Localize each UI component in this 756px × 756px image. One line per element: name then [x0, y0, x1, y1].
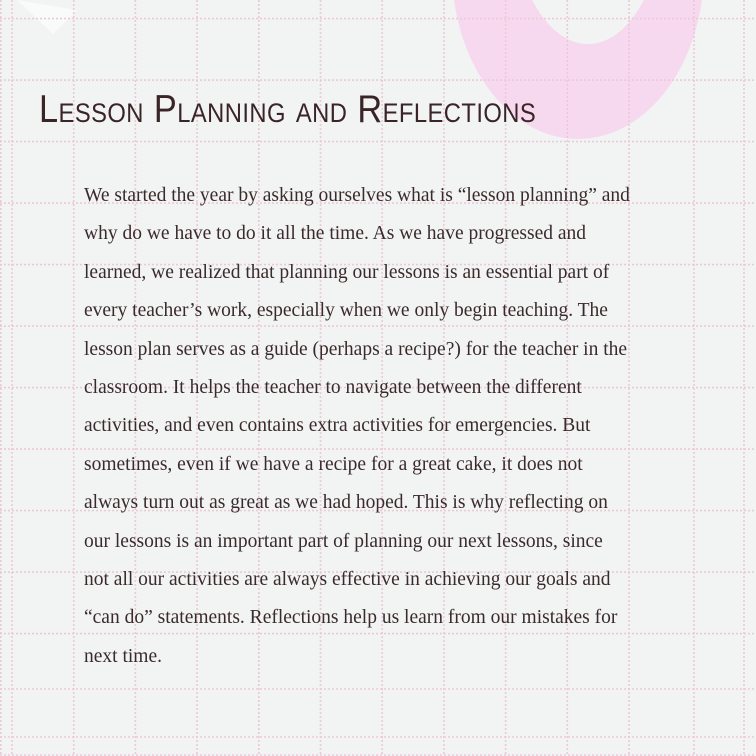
paragraph-line: our lessons is an important part of planning our next lessons, since: [84, 530, 603, 552]
decorative-triangle: [0, 0, 100, 50]
paragraph-line: classroom. It helps the teacher to navigate between the different: [84, 377, 582, 399]
paragraph-line: learned, we realized that planning our lessons is an essential part of: [84, 261, 610, 283]
paragraph-line: lesson plan serves as a guide (perhaps a recipe?) for the teacher in the: [84, 338, 628, 360]
paragraph-line: activities, and even contains extra activities for emergencies. But: [84, 415, 591, 437]
paragraph-line: why do we have to do it all the time. As we have progressed and: [84, 223, 587, 245]
paragraph-line: always turn out as great as we had hoped. This is why reflecting on: [84, 492, 608, 514]
paragraph-line: next time.: [84, 645, 162, 667]
paragraph-line: “can do” statements. Reflections help us learn from our mistakes for: [84, 607, 618, 629]
body-paragraph: [84, 177, 694, 676]
page-title: Lesson Planning and Reflections: [39, 88, 537, 131]
paragraph-line: every teacher’s work, especially when we only begin teaching. The: [84, 300, 608, 322]
paragraph-line: sometimes, even if we have a recipe for a great cake, it does not: [84, 453, 583, 475]
paragraph-line: We started the year by asking ourselves what is “lesson planning” and: [84, 185, 630, 206]
paragraph-line: not all our activities are always effective in achieving our goals and: [84, 569, 611, 591]
